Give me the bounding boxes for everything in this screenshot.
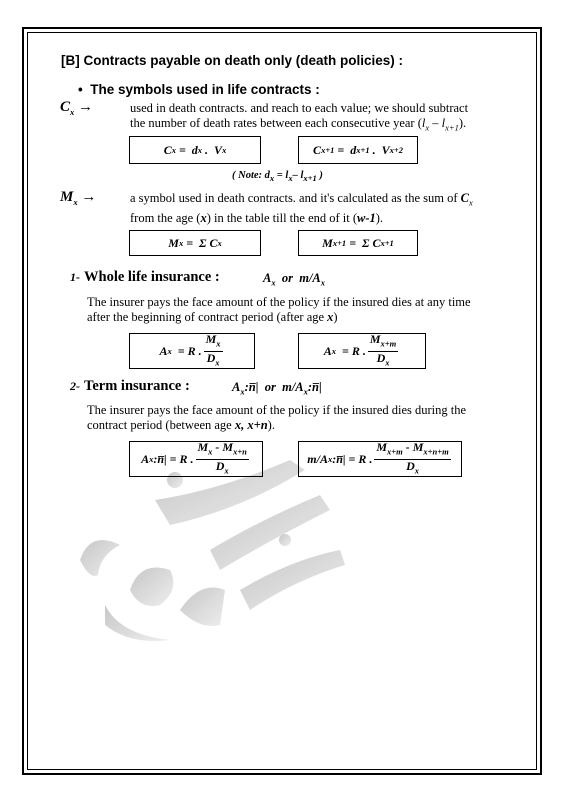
item1-symbols: $A_x$ or $m/A_x$ bbox=[263, 271, 326, 288]
item2-formula-box-1: A x :n̅| = R . $\frac{M_x - M_{x+n}}{D_x}$ bbox=[129, 441, 263, 477]
mx-formula-box: M x = Σ C x bbox=[129, 230, 261, 256]
cx-formula-box: C x = d x . V x bbox=[129, 136, 261, 164]
cx-note: ( Note: $d_x = l_x-$ $l_{x+1}$ ) bbox=[232, 170, 323, 184]
item1-formula-box-2: A x = R . $\frac{M_{x+m}}{D_x}$ bbox=[298, 333, 426, 369]
item1-formula-box-1: A x = R . $\frac{M_x}{D_x}$ bbox=[129, 333, 255, 369]
arrow-icon: → bbox=[81, 189, 97, 205]
arrow-icon: → bbox=[78, 99, 94, 115]
bullet-heading-text: The symbols used in life contracts : bbox=[90, 82, 320, 97]
cx-symbol: $C_x$ → bbox=[60, 99, 94, 117]
item1-heading: 1- Whole life insurance : bbox=[70, 269, 220, 285]
bullet-heading bbox=[78, 82, 320, 97]
item2-formula-box-2: m/A x :n̅| = R . $\frac{M_{x+m} - M_{x+n+m}}{D_x}$ bbox=[298, 441, 462, 477]
mx-symbol: $M_x$ → bbox=[60, 189, 97, 207]
cx1-formula-box: C x+1 = d x+1 . V x+2 bbox=[298, 136, 418, 164]
mx1-formula-box: M x+1 = Σ C x+1 bbox=[298, 230, 418, 256]
item1-description: The insurer pays the face amount of the policy if the insured dies at any time after the beginning of contract period (after age x) bbox=[87, 295, 471, 324]
mx-description: a symbol used in death contracts. and it's calculated as the sum of $C_x$ from the age (x) in the table till the end of it (w-1). bbox=[130, 191, 473, 225]
cx-description: used in death contracts. and reach to each value; we should subtract the number of death rates between each consecutive year $(l_x - l_{x+1})$. bbox=[130, 101, 469, 133]
section-heading: [B] Contracts payable on death only (death policies) : bbox=[61, 53, 404, 68]
item2-heading: 2- Term insurance : bbox=[70, 378, 190, 394]
item2-description: The insurer pays the face amount of the policy if the insured dies during the contract period (between age x, x+n). bbox=[87, 403, 467, 432]
page-border-inner bbox=[27, 32, 537, 770]
bullet-icon: • bbox=[78, 82, 91, 97]
item2-symbols: $A_x:n̅|$ or $m/A_x:n̅|$ bbox=[232, 380, 322, 397]
